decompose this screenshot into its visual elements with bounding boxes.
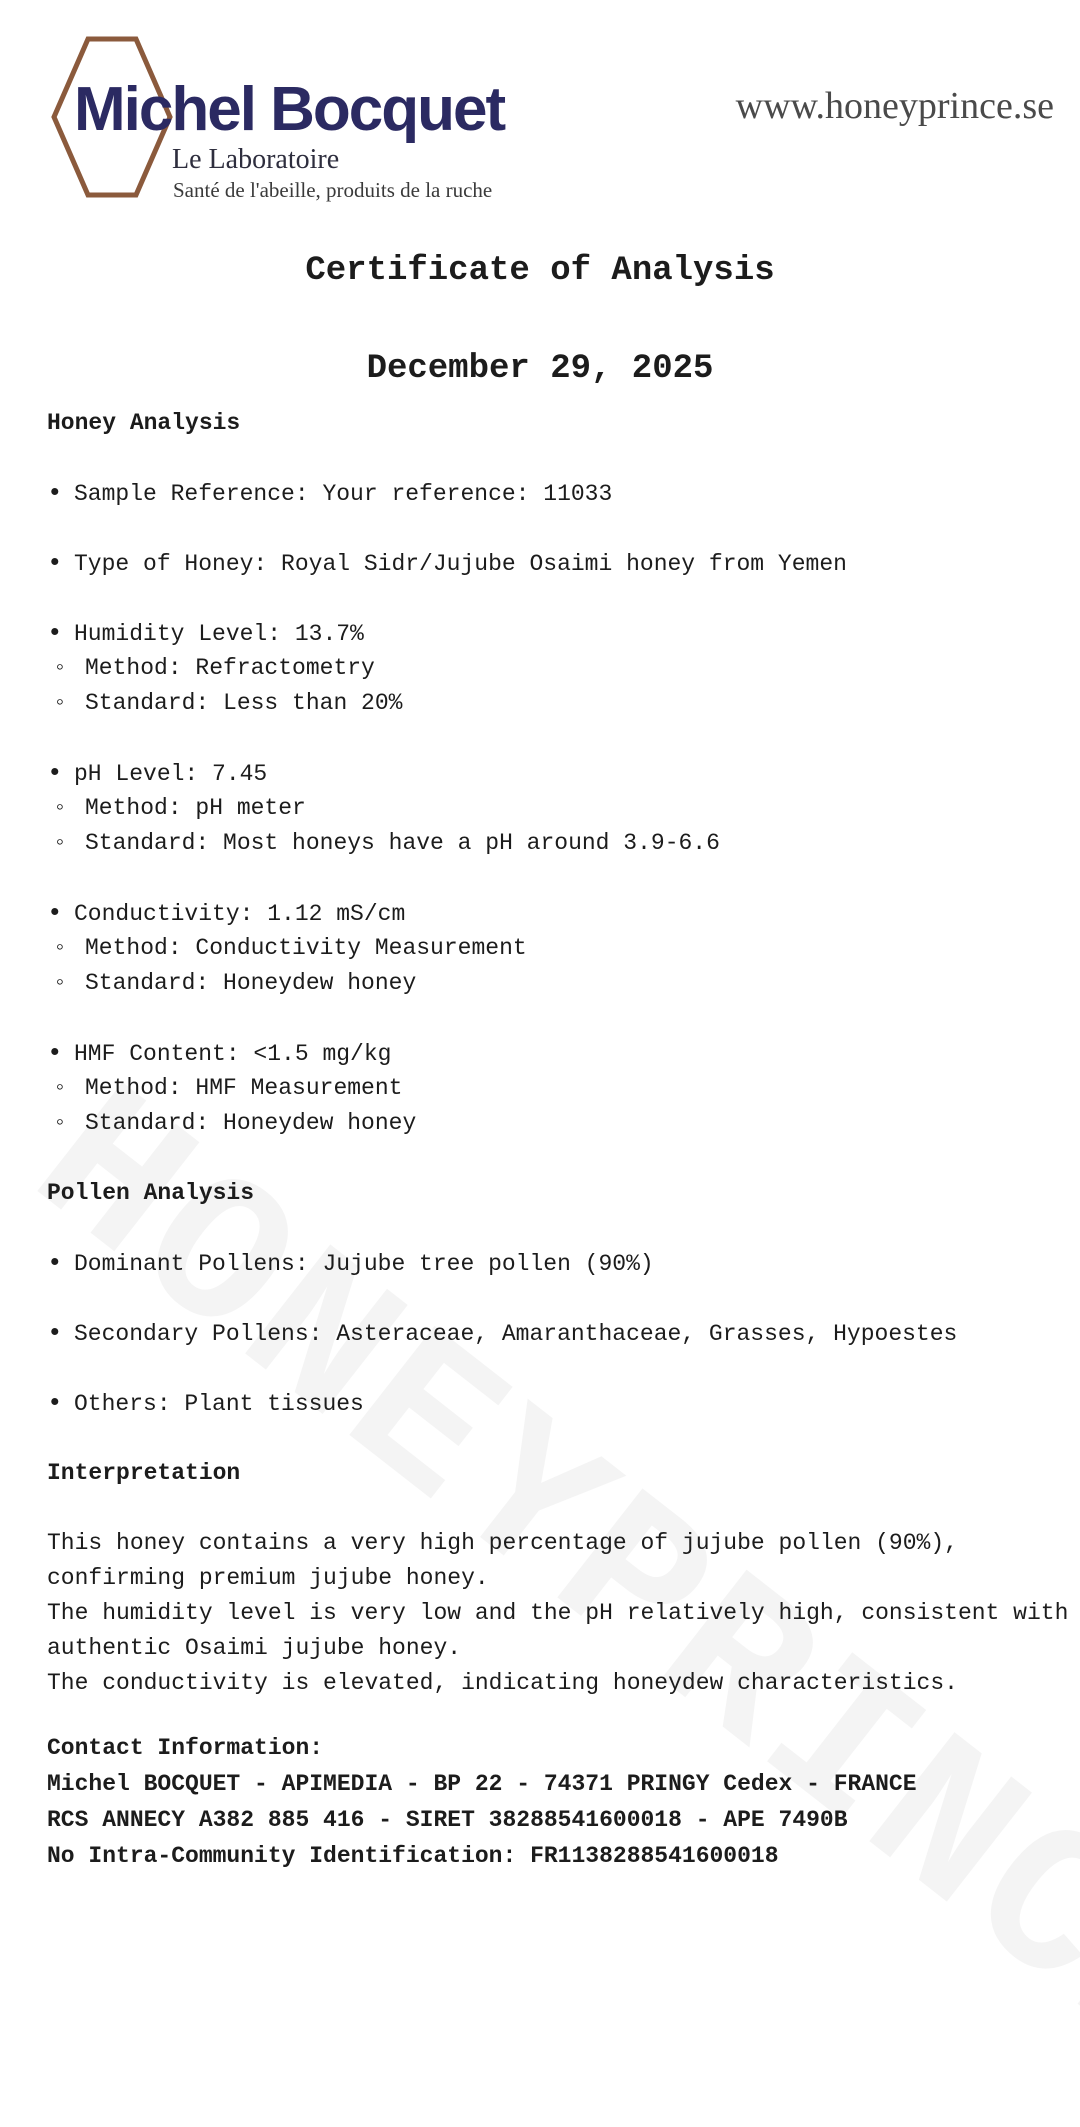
dominant-pollens: • Dominant Pollens: Jujube tree pollen (90%) — [47, 1248, 654, 1279]
ph-method: ◦ Method: pH meter — [53, 793, 306, 823]
interpretation-line: confirming premium jujube honey. — [47, 1565, 489, 1591]
interpretation-heading: Interpretation — [47, 1460, 241, 1486]
interpretation-line: authentic Osaimi jujube honey. — [47, 1635, 462, 1661]
humidity-level: • Humidity Level: 13.7% — [47, 618, 364, 649]
honey-analysis-heading: Honey Analysis — [47, 410, 241, 436]
conductivity-method: ◦ Method: Conductivity Measurement — [53, 933, 527, 963]
ph-level: • pH Level: 7.45 — [47, 758, 267, 789]
interpretation-line: The conductivity is elevated, indicating honeydew characteristics. — [47, 1670, 958, 1696]
honey-type: • Type of Honey: Royal Sidr/Jujube Osaimi honey from Yemen — [47, 548, 847, 579]
logo-name: Michel Bocquet — [74, 75, 505, 144]
website-url: www.honeyprince.se — [735, 85, 1054, 127]
hmf-content: • HMF Content: <1.5 mg/kg — [47, 1038, 391, 1069]
humidity-standard: ◦ Standard: Less than 20% — [53, 688, 402, 718]
conductivity: • Conductivity: 1.12 mS/cm — [47, 898, 405, 929]
ph-standard: ◦ Standard: Most honeys have a pH around 3.9-6.6 — [53, 828, 720, 858]
interpretation-line: This honey contains a very high percentage of jujube pollen (90%), — [47, 1530, 958, 1556]
humidity-method: ◦ Method: Refractometry — [53, 653, 375, 683]
logo-subtitle: Le Laboratoire — [172, 144, 340, 175]
lab-logo — [48, 34, 548, 204]
logo-tagline: Santé de l'abeille, produits de la ruche — [173, 178, 493, 202]
contact-registration: RCS ANNECY A382 885 416 - SIRET 38288541600018 - APE 7490B — [47, 1807, 848, 1833]
contact-address: Michel BOCQUET - APIMEDIA - BP 22 - 74371 PRINGY Cedex - FRANCE — [47, 1771, 917, 1797]
secondary-pollens: • Secondary Pollens: Asteraceae, Amaranthaceae, Grasses, Hypoestes — [47, 1318, 957, 1349]
pollen-analysis-heading: Pollen Analysis — [47, 1180, 255, 1206]
contact-vat-id: No Intra-Community Identification: FR1138288541600018 — [47, 1843, 779, 1869]
document-date: December 29, 2025 — [366, 350, 714, 388]
sample-reference: • Sample Reference: Your reference: 11033 — [47, 478, 612, 509]
document-title: Certificate of Analysis — [305, 252, 775, 290]
interpretation-line: The humidity level is very low and the pH relatively high, consistent with — [47, 1600, 1069, 1626]
other-pollens: • Others: Plant tissues — [47, 1388, 364, 1419]
hmf-standard: ◦ Standard: Honeydew honey — [53, 1108, 416, 1138]
hmf-method: ◦ Method: HMF Measurement — [53, 1073, 402, 1103]
conductivity-standard: ◦ Standard: Honeydew honey — [53, 968, 416, 998]
contact-heading: Contact Information: — [47, 1735, 324, 1761]
